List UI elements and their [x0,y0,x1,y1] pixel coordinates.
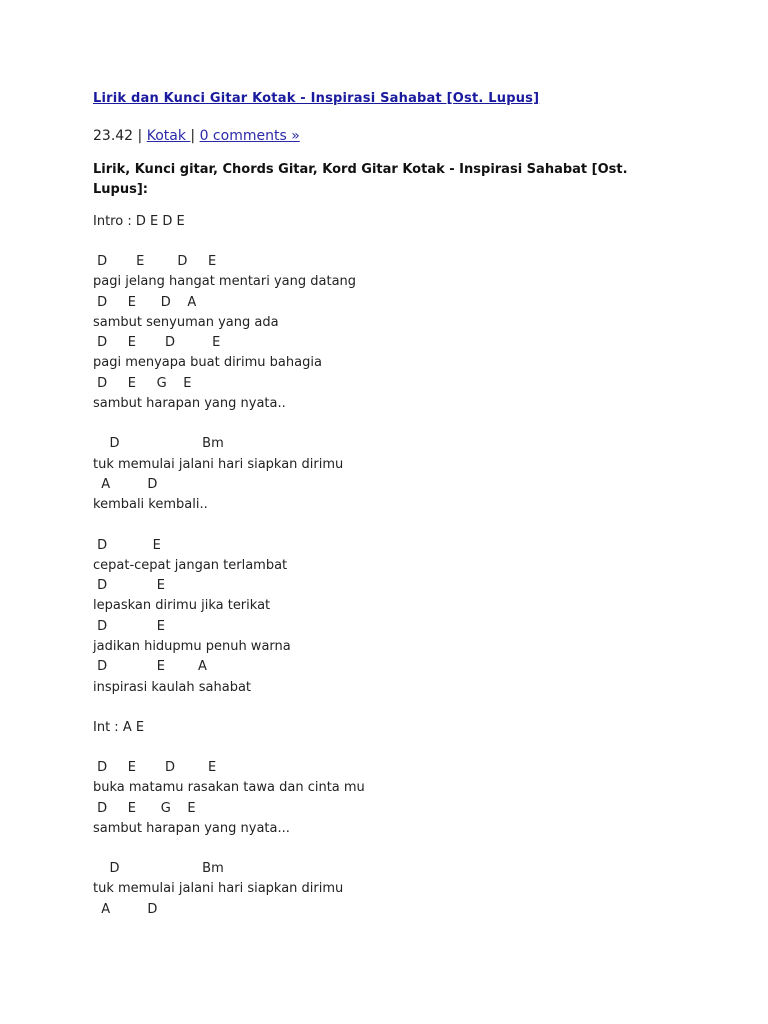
post-container [93,88,693,920]
chord-line: D E D E [93,254,217,269]
prechorus-block [93,434,693,515]
post-title-link[interactable]: Lirik dan Kunci Gitar Kotak - Inspirasi Sahabat [Ost. Lupus] [93,91,540,106]
lyric-line: cepat-cepat jangan terlambat [93,557,288,573]
lyric-line: sambut harapan yang nyata.. [93,396,286,412]
intro-chords: Intro : D E D E [93,214,185,229]
lyric-line: sambut senyuman yang ada [93,314,279,330]
chord-line: D E D E [93,759,217,775]
chord-line: D E [93,537,161,553]
meta-separator: | [190,128,196,144]
post-heading: Lirik, Kunci gitar, Chords Gitar, Kord Gitar Kotak - Inspirasi Sahabat [Ost. Lupus]: [93,162,628,197]
post-time: 23.42 [93,128,134,144]
verse-block [93,758,693,839]
verse-block [93,252,693,414]
meta-separator: | [137,128,143,144]
lyric-line: buka matamu rasakan tawa dan cinta mu [93,780,365,796]
lyric-line: lepaskan dirimu jika terikat [93,598,271,614]
lyric-line: tuk memulai jalani hari siapkan dirimu [93,881,344,897]
chord-line: D E D A [93,294,197,310]
interlude-chords: Int : A E [93,719,145,735]
lyric-line: kembali kembali.. [93,497,208,513]
comments-link[interactable]: 0 comments » [199,128,300,144]
chord-line: D Bm [93,861,224,877]
prechorus-block [93,859,693,920]
chord-line: A D [93,901,158,917]
chorus-block [93,536,693,698]
chord-line: D E G E [93,375,192,391]
post-meta [93,126,693,146]
chord-line: D E [93,578,165,594]
chord-line: D E D E [93,335,221,351]
chord-line: A D [93,476,158,492]
chord-line: D E A [93,659,207,675]
lyric-line: inspirasi kaulah sahabat [93,679,252,695]
lyric-line: pagi menyapa buat dirimu bahagia [93,355,322,371]
chord-line: D E G E [93,800,196,816]
category-link[interactable]: Kotak [146,128,191,144]
lyric-line: jadikan hidupmu penuh warna [93,639,291,655]
chord-line: D E [93,618,165,634]
lyric-line: sambut harapan yang nyata... [93,820,290,836]
chord-line: D Bm [93,436,224,452]
lyric-line: pagi jelang hangat mentari yang datang [93,274,357,290]
lyric-line: tuk memulai jalani hari siapkan dirimu [93,456,344,472]
